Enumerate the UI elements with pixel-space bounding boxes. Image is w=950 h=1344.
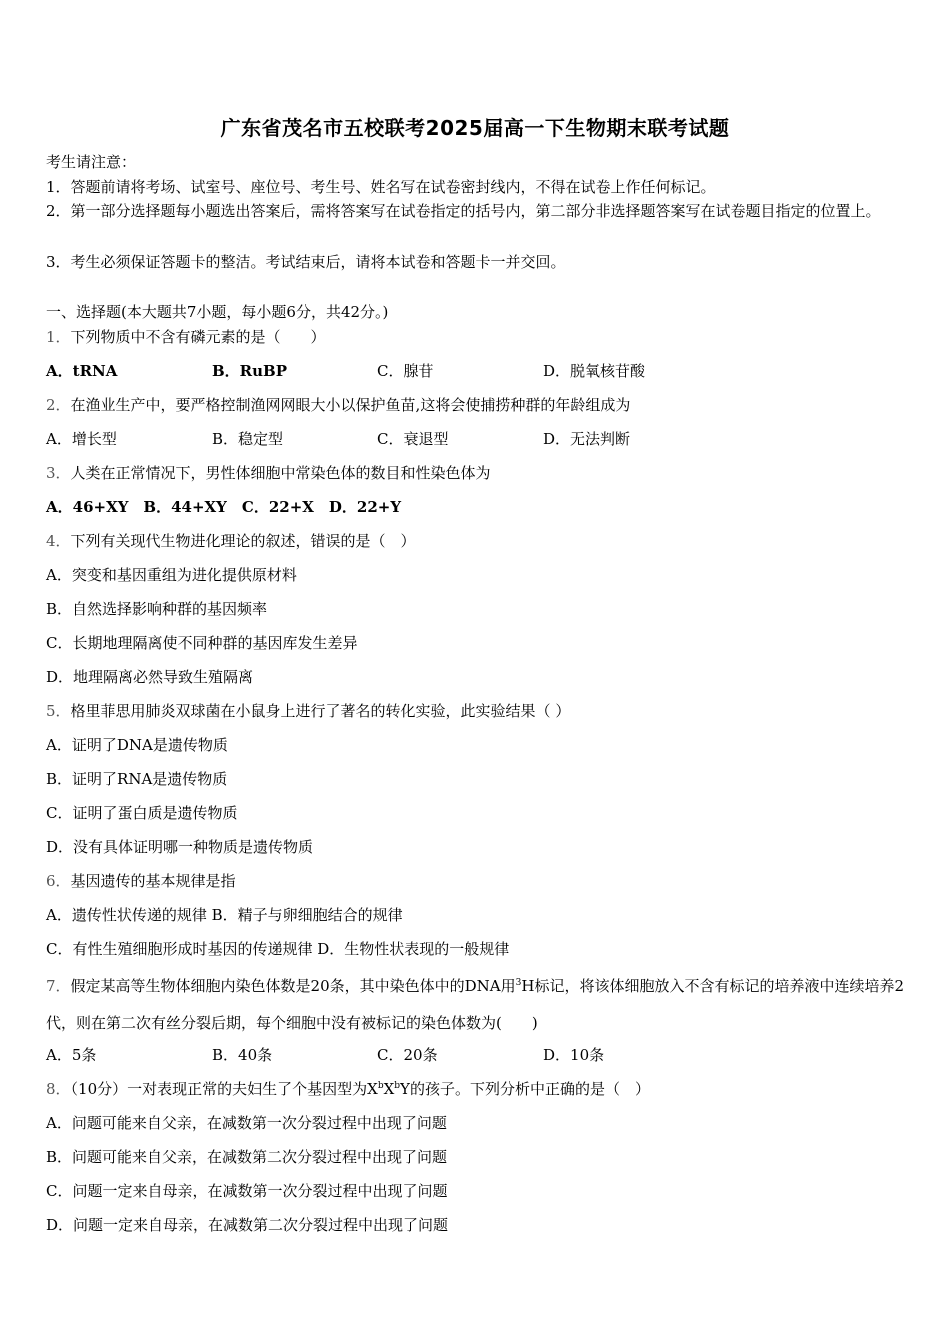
option-c: C．衰退型 — [377, 430, 449, 448]
option-a: A．增长型 — [46, 430, 117, 448]
page-title: 广东省茂名市五校联考2025届高一下生物期末联考试题 — [220, 116, 730, 140]
notice-heading: 考生请注意： — [46, 153, 137, 171]
option-a: A．5条 — [46, 1046, 97, 1064]
question-number: 2． — [46, 396, 71, 414]
question-3 — [46, 463, 491, 483]
superscript: 3 — [515, 978, 522, 988]
question-4 — [46, 531, 416, 551]
option-b: B．RuBP — [212, 362, 288, 380]
question-number: 5． — [46, 702, 71, 720]
option-b: B．问题可能来自父亲，在减数第二次分裂过程中出现了问题 — [46, 1148, 448, 1166]
option-a: A．问题可能来自父亲，在减数第一次分裂过程中出现了问题 — [46, 1114, 447, 1132]
option-c: C．问题一定来自母亲，在减数第一次分裂过程中出现了问题 — [46, 1182, 448, 1200]
option-d: D．问题一定来自母亲，在减数第二次分裂过程中出现了问题 — [46, 1216, 449, 1234]
options-line-cd: C．有性生殖细胞形成时基因的传递规律 D．生物性状表现的一般规律 — [46, 940, 510, 958]
notice-item: 1．答题前请将考场、试室号、座位号、考生号、姓名写在试卷密封线内，不得在试卷上作任何标记。 — [46, 178, 716, 196]
option-d: D．没有具体证明哪一种物质是遗传物质 — [46, 838, 314, 856]
option-c: C．腺苷 — [377, 362, 434, 380]
option-b: B．自然选择影响种群的基因频率 — [46, 600, 268, 618]
option-d: D．无法判断 — [543, 430, 631, 448]
option-a: A．证明了DNA是遗传物质 — [46, 736, 228, 754]
question-6 — [46, 871, 236, 891]
option-b: B．稳定型 — [212, 430, 284, 448]
notice-item: 3．考生必须保证答题卡的整洁。考试结束后，请将本试卷和答题卡一并交回。 — [46, 253, 566, 271]
question-text: 基因遗传的基本规律是指 — [70, 872, 236, 890]
superscript: b — [377, 1081, 384, 1091]
option-c: C．长期地理隔离使不同种群的基因库发生差异 — [46, 634, 358, 652]
question-7 — [46, 968, 904, 1042]
question-number: 4． — [46, 532, 71, 550]
option-d: D．10条 — [543, 1046, 605, 1064]
question-number: 3． — [46, 464, 71, 482]
notice-item: 2．第一部分选择题每小题选出答案后，需将答案写在试卷指定的括号内，第二部分非选择题答案写在试卷题目指定的位置上。 — [46, 202, 881, 220]
question-5 — [46, 701, 570, 721]
question-text: 格里菲思用肺炎双球菌在小鼠身上进行了著名的转化实验，此实验结果（ ） — [70, 702, 571, 720]
option-c: C．证明了蛋白质是遗传物质 — [46, 804, 238, 822]
options-line-ab: A．遗传性状传递的规律 B．精子与卵细胞结合的规律 — [46, 906, 403, 924]
option-c: C．20条 — [377, 1046, 438, 1064]
option-d: D．地理隔离必然导致生殖隔离 — [46, 668, 254, 686]
question-text: H标记，将该体细胞放入不含有标记的培养液中连续培养2代，则在第二次有丝分裂后期，每个细胞中没有被标记的染色体数为( ) — [46, 977, 904, 1032]
options-line: A．46+XY B．44+XY C．22+X D．22+Y — [46, 498, 402, 516]
question-number: 8． — [46, 1080, 71, 1098]
question-text: X — [383, 1080, 395, 1098]
option-b: B．证明了RNA是遗传物质 — [46, 770, 228, 788]
question-text: 人类在正常情况下，男性体细胞中常染色体的数目和性染色体为 — [70, 464, 491, 482]
option-a: A．突变和基因重组为进化提供原材料 — [46, 566, 297, 584]
question-text: 假定某高等生物体细胞内染色体数是20条，其中染色体中的DNA用 — [70, 977, 516, 995]
question-text: 下列有关现代生物进化理论的叙述，错误的是（ ） — [70, 532, 416, 550]
option-d: D．脱氧核苷酸 — [543, 362, 646, 380]
section-heading: 一、选择题(本大题共7小题，每小题6分，共42分。) — [46, 303, 389, 321]
superscript: b — [394, 1081, 401, 1091]
option-b: B．40条 — [212, 1046, 273, 1064]
question-text: 下列物质中不含有磷元素的是（ ） — [70, 328, 326, 346]
question-text: 在渔业生产中，要严格控制渔网网眼大小以保护鱼苗,这将会使捕捞种群的年龄组成为 — [70, 396, 631, 414]
question-text: Y的孩子。下列分析中正确的是（ ） — [400, 1080, 650, 1098]
question-text: （10分）一对表现正常的夫妇生了个基因型为X — [70, 1080, 378, 1098]
question-2 — [46, 395, 630, 415]
question-number: 6． — [46, 872, 71, 890]
question-8 — [46, 1079, 650, 1099]
question-1 — [46, 327, 326, 347]
question-number: 1． — [46, 328, 71, 346]
option-a: A．tRNA — [46, 362, 118, 380]
question-number: 7． — [46, 977, 71, 995]
